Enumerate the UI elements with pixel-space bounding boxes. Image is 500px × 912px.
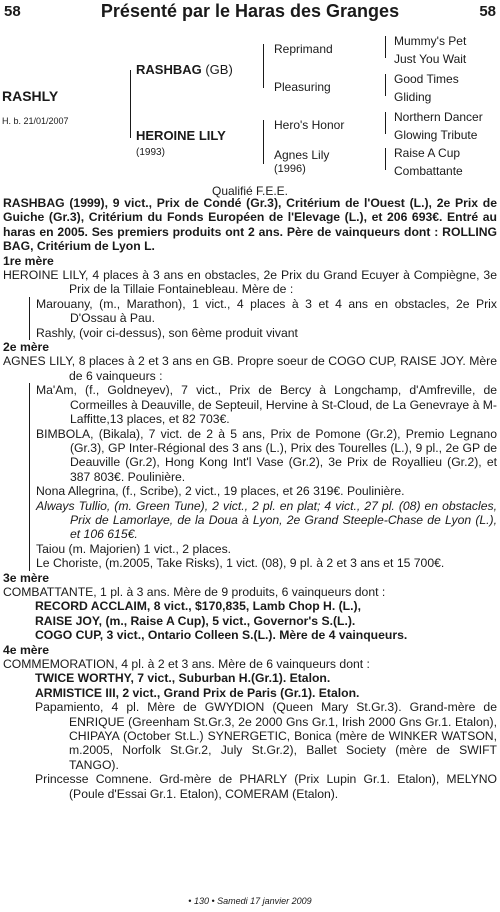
list-item: Marouany, (m., Marathon), 1 vict., 4 places à 3 et 4 ans en obstacles, 2e Prix D'Ossau à Pau.: [36, 296, 497, 326]
pedigree-text: [3, 196, 497, 801]
page-footer: • 130 • Samedi 17 janvier 2009: [188, 896, 312, 906]
bracket-line: [385, 36, 386, 58]
gen4-horse: Northern Dancer: [394, 110, 483, 124]
bracket-line: [263, 44, 264, 88]
list-item: Papamiento, 4 pl. Mère de GWYDION (Queen Mary St.Gr.3). Grand-mère de ENRIQUE (Greenham St.Gr.3, 2e 2000 Gns Gr.1, Irish 2000 Gns Gr.1. Etalon), CHIPAYA (October St.L.) SYNERGETIC, Bonica (mère de WINKER WATSON, m.2005, Norfolk St.Gr.2, July St.Gr.2), Ballet Society (mère de SWIFT TANGO).: [35, 700, 497, 772]
bracket-line: [385, 148, 386, 170]
list-item: Princesse Comnene. Grd-mère de PHARLY (Prix Lupin Gr.1. Etalon), MELYNO (Poule d'Essai Gr.1. Etalon), COMERAM (Etalon).: [35, 772, 497, 801]
list-item: TWICE WORTHY, 7 vict., Suburban H.(Gr.1). Etalon.: [35, 671, 331, 686]
list-item: Ma'Am, (f., Goldneyev), 7 vict., Prix de Bercy à Longchamp, d'Amfreville, de Cormeilles à Deauville, de Septeuil, Hervine à St-Cloud, de La Genevraye à M-Laffitte,13 places, et 82 703€.: [36, 383, 497, 427]
sire-suffix: (GB): [201, 62, 233, 77]
dam-paragraph: HEROINE LILY, 4 places à 3 ans en obstacles, 2e Prix du Grand Ecuyer à Compiègne, 3e Prix de la Tillaie Fontainebleau. Mère de :: [3, 268, 497, 297]
list-item: RAISE JOY, (m., Raise A Cup), 5 vict., Governor's S.(L.).: [35, 613, 356, 628]
dam-paragraph: AGNES LILY, 8 places à 2 et 3 ans en GB. Propre soeur de COGO CUP, RAISE JOY. Mère de 6 vainqueurs :: [3, 354, 497, 383]
page-header: [0, 0, 500, 26]
qualification: Qualifié F.E.E.: [211, 184, 289, 198]
bracket-line: [385, 74, 386, 96]
gen4-horse: Good Times: [394, 72, 459, 86]
page-number-right: 58: [479, 3, 496, 20]
gen4-horse: Mummy's Pet: [394, 34, 467, 48]
bracket-line: [385, 112, 386, 134]
list-item: Le Choriste, (m.2005, Take Risks), 1 vict. (08), 9 pl. à 2 et 3 ans et 15 700€.: [36, 556, 445, 571]
sire: [136, 62, 233, 77]
sire-name: RASHBAG: [136, 62, 202, 77]
dam-name: HEROINE LILY: [136, 128, 226, 143]
gen4-horse: Glowing Tribute: [394, 128, 478, 142]
gen4-horse: Raise A Cup: [394, 146, 461, 160]
gen4-horse: Just You Wait: [394, 52, 467, 66]
gen4-horse: Combattante: [394, 164, 463, 178]
section-heading: 4e mère: [3, 642, 50, 657]
dam-paragraph: COMMEMORATION, 4 pl. à 2 et 3 ans. Mère de 6 vainqueurs dont :: [3, 657, 370, 671]
pedigree-tree: [0, 30, 500, 180]
dam-dam: Agnes Lily: [274, 148, 330, 162]
offspring-list: [29, 383, 497, 570]
dam-dam-year: (1996): [274, 163, 306, 175]
list-item: BIMBOLA, (Bikala), 7 vict. de 2 à 5 ans, Prix de Pomone (Gr.2), Premio Legnano (Gr.3), GP Inter-Régional des 3 ans (L.), Prix des Tourelles (L.), 9 pl., 2e GP de Deauville (Gr.2), Hong Kong Int'l Vase (Gr.2), 3e Prix de Royallieu (Gr.2), et 387 803€. Poulinière.: [36, 426, 497, 484]
gen4-horse: Gliding: [394, 90, 432, 104]
dam-year: (1993): [136, 147, 165, 158]
bracket-line: [130, 70, 131, 138]
horse-info: H. b. 21/01/2007: [2, 116, 69, 126]
list-item: Always Tullio, (m. Green Tune), 2 vict., 2 pl. en plat; 4 vict., 27 pl. (08) en obstacles, Prix de Lamorlaye, de la Doua à Lyon, 2e Grand Steeple-Chase de Lyon (L.), et 106 615€.: [36, 498, 497, 542]
offspring-list: [29, 297, 497, 340]
sire-dam: Pleasuring: [274, 80, 331, 94]
horse-name: RASHLY: [2, 88, 59, 104]
list-item: COGO CUP, 3 vict., Ontario Colleen S.(L.). Mère de 4 vainqueurs.: [35, 628, 408, 643]
dam-sire: Hero's Honor: [274, 118, 345, 132]
page-number-left: 58: [4, 3, 21, 20]
page-title: Présenté par le Haras des Granges: [100, 1, 400, 21]
section-heading: 3e mère: [3, 570, 50, 585]
list-item: ARMISTICE III, 2 vict., Grand Prix de Paris (Gr.1). Etalon.: [35, 685, 360, 700]
list-item: Taiou (m. Majorien) 1 vict., 2 places.: [36, 541, 232, 556]
section-heading: 2e mère: [3, 340, 50, 355]
sire-sire: Reprimand: [274, 42, 333, 56]
bracket-line: [263, 120, 264, 164]
list-item: RECORD ACCLAIM, 8 vict., $170,835, Lamb Chop H. (L.),: [35, 599, 361, 614]
dam-paragraph: COMBATTANTE, 1 pl. à 3 ans. Mère de 9 produits, 6 vainqueurs dont :: [3, 584, 386, 599]
sire-paragraph: RASHBAG (1999), 9 vict., Prix de Condé (Gr.3), Critérium de l'Ouest (L.), 2e Prix de Guiche (Gr.3), Critérium du Fonds Européen de l'Elevage (L.), et 206 693€. Entré au haras en 2005. Ses premiers produits ont 2 ans. Père de vainqueurs dont : ROLLING BAG, Critérium de Lyon L.: [3, 196, 497, 254]
list-item: Rashly, (voir ci-dessus), son 6ème produit vivant: [36, 325, 298, 340]
list-item: Nona Allegrina, (f., Scribe), 2 vict., 19 places, et 26 319€. Poulinière.: [36, 484, 405, 499]
section-heading: 1re mère: [3, 253, 54, 268]
